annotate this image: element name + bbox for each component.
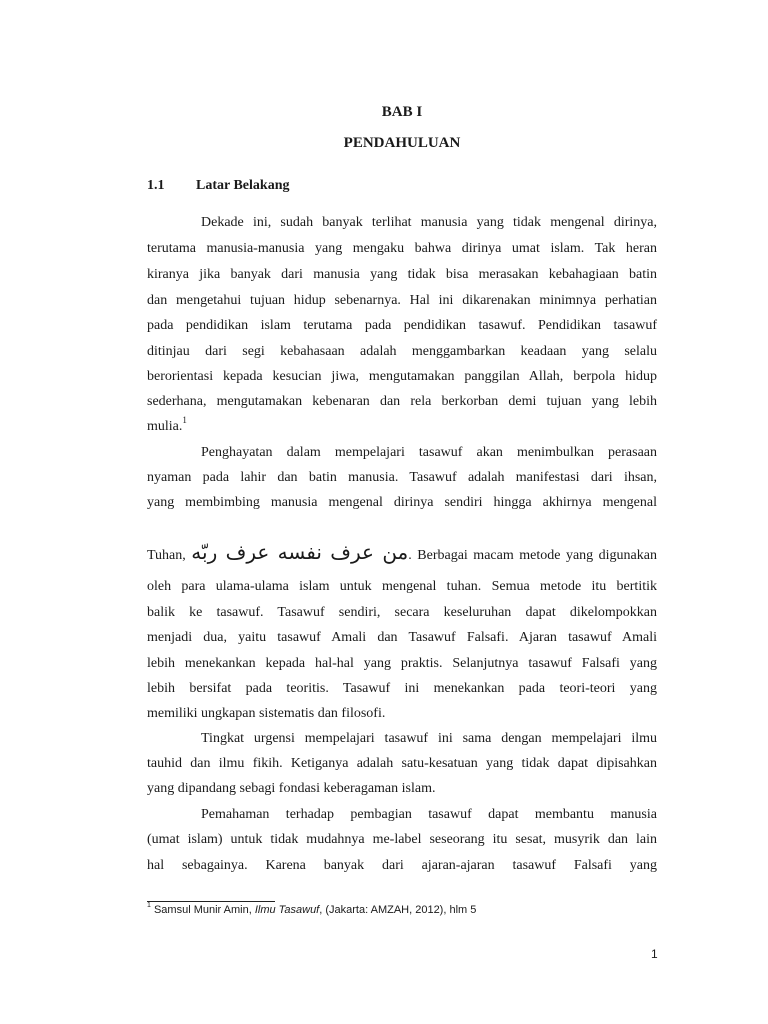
footnote-reference[interactable]: 1 bbox=[182, 415, 187, 426]
paragraph-line: kiranya jika banyak dari manusia yang tidak bisa merasakan kebahagiaan batin bbox=[147, 267, 657, 282]
paragraph-line: berorientasi kepada kesucian jiwa, mengutamakan panggilan Allah, berpola hidup bbox=[147, 369, 657, 384]
paragraph-line: Penghayatan dalam mempelajari tasawuf akan menimbulkan perasaan bbox=[201, 445, 657, 460]
paragraph-line: menjadi dua, yaitu tasawuf Amali dan Tasawuf Falsafi. Ajaran tasawuf Amali bbox=[147, 630, 657, 645]
paragraph-line: lebih menekankan kepada hal-hal yang praktis. Selanjutnya tasawuf Falsafi yang bbox=[147, 656, 657, 671]
chapter-title: PENDAHULUAN bbox=[343, 135, 461, 151]
paragraph-line: balik ke tasawuf. Tasawuf sendiri, secara keseluruhan dapat dikelompokkan bbox=[147, 605, 657, 620]
footnote-book-title: Ilmu Tasawuf bbox=[254, 904, 320, 916]
paragraph-line: tauhid dan ilmu fikih. Ketiganya adalah satu-kesatuan yang tidak dapat dipisahkan bbox=[147, 756, 657, 771]
paragraph-line: hal sebagainya. Karena banyak dari ajaran-ajaran tasawuf Falsafi yang bbox=[147, 858, 657, 873]
paragraph-line: oleh para ulama-ulama islam untuk mengenal tuhan. Semua metode itu bertitik bbox=[147, 579, 657, 594]
paragraph-line: yang dipandang sebagi fondasi keberagaman islam. bbox=[147, 781, 436, 796]
paragraph-line: (umat islam) untuk tidak mudahnya me-label seseorang itu sesat, musyrik dan lain bbox=[147, 832, 657, 847]
paragraph-line: ditinjau dari segi kebahasaan adalah menggambarkan keadaan yang selalu bbox=[147, 344, 657, 359]
section-number: 1.1 bbox=[147, 178, 165, 193]
paragraph-line: yang membimbing manusia mengenal dirinya sendiri hingga akhirnya mengenal bbox=[147, 495, 657, 510]
paragraph-line: Tingkat urgensi mempelajari tasawuf ini sama dengan mempelajari ilmu bbox=[201, 731, 657, 746]
paragraph-line: dan mengetahui tujuan hidup sebenarnya. Hal ini dikarenakan minimnya perhatian bbox=[147, 293, 657, 308]
footnote-marker: 1 bbox=[147, 902, 151, 910]
paragraph-text: Tuhan, bbox=[147, 548, 192, 563]
footnote-separator bbox=[147, 901, 275, 902]
paragraph-line: terutama manusia-manusia yang mengaku bahwa dirinya umat islam. Tak heran bbox=[147, 241, 657, 256]
arabic-quote-line bbox=[147, 540, 657, 568]
page-number: 1 bbox=[651, 947, 658, 961]
paragraph-line bbox=[147, 417, 657, 437]
arabic-quote: من عرف نفسه عرف ربّه bbox=[191, 540, 409, 564]
paragraph-line: pada pendidikan islam terutama pada pendidikan tasawuf. Pendidikan tasawuf bbox=[147, 318, 657, 333]
paragraph-line: memiliki ungkapan sistematis dan filosofi. bbox=[147, 706, 386, 721]
paragraph-text: . Berbagai macam metode yang digunakan bbox=[408, 548, 657, 563]
paragraph-line: Dekade ini, sudah banyak terlihat manusia yang tidak mengenal dirinya, bbox=[201, 215, 657, 230]
paragraph-line: sederhana, mengutamakan kebenaran dan rela berkorban demi tujuan yang lebih bbox=[147, 394, 657, 409]
footnote-publication: , (Jakarta: AMZAH, 2012), hlm 5 bbox=[319, 904, 477, 916]
paragraph-line: lebih bersifat pada teoritis. Tasawuf ini menekankan pada teori-teori yang bbox=[147, 681, 657, 696]
paragraph-line: nyaman pada lahir dan batin manusia. Tasawuf adalah manifestasi dari ihsan, bbox=[147, 470, 657, 485]
footnote bbox=[147, 904, 476, 916]
chapter-label: BAB I bbox=[381, 104, 423, 120]
paragraph-text: mulia. bbox=[147, 419, 183, 434]
section-title: Latar Belakang bbox=[196, 178, 290, 193]
paragraph-line: Pemahaman terhadap pembagian tasawuf dapat membantu manusia bbox=[201, 807, 657, 822]
footnote-author: Samsul Munir Amin, bbox=[153, 904, 255, 916]
